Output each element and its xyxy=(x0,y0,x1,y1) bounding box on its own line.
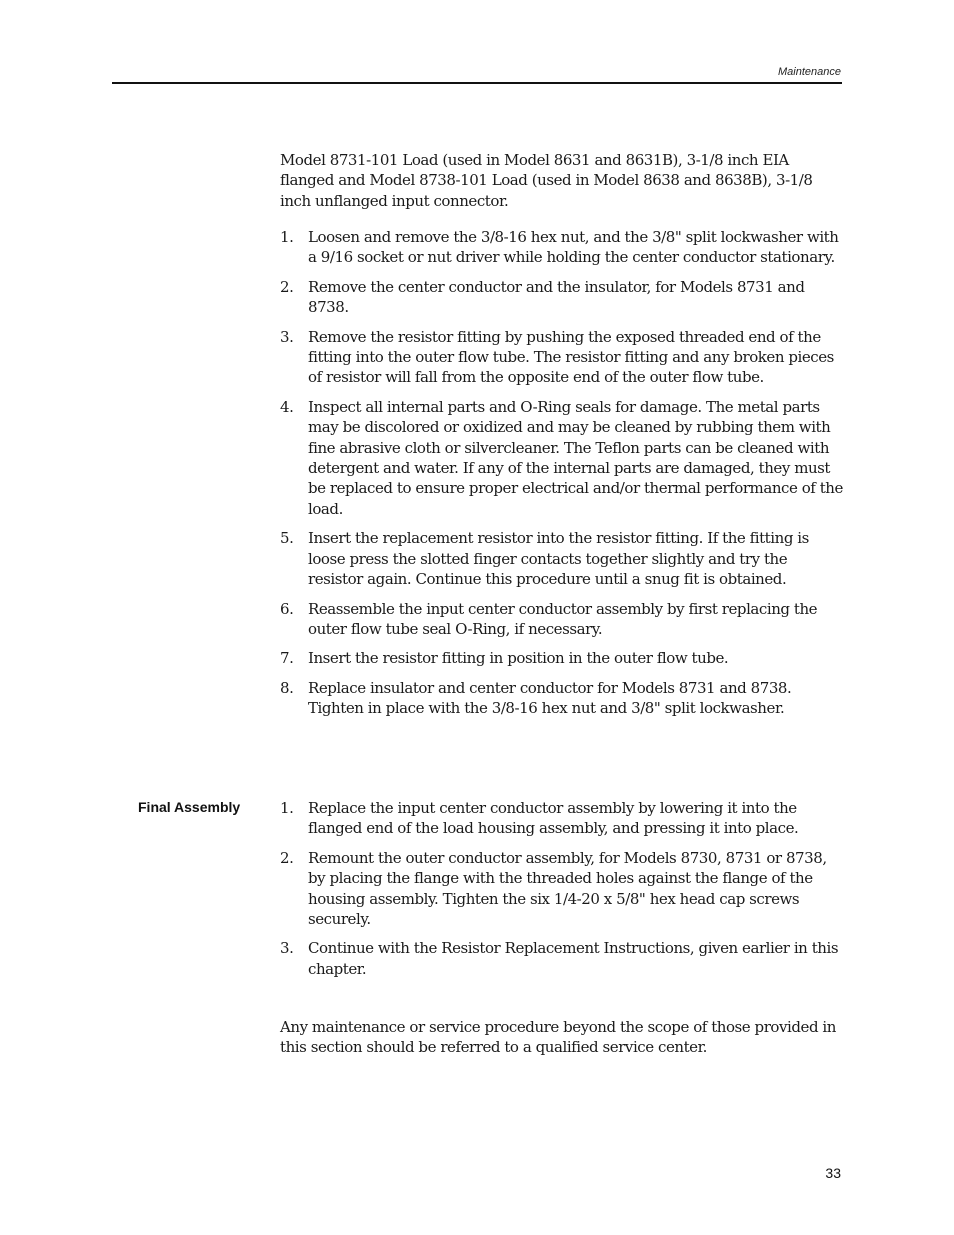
step-text: Insert the resistor fitting in position in the outer flow tube. xyxy=(308,649,729,668)
step-number: 3. xyxy=(280,939,294,958)
final-assembly-heading: Final Assembly xyxy=(138,799,241,815)
step-number: 1. xyxy=(280,799,294,817)
step-number: 1. xyxy=(280,228,294,246)
final-assembly-steps xyxy=(280,798,844,988)
page-number: 33 xyxy=(825,1165,841,1181)
step-text: Replace insulator and center conductor for Models 8731 and 8738. Tighten in place with the 3/8-16 hex nut and 3/8" split lockwasher. xyxy=(308,678,792,718)
list-item xyxy=(280,798,844,839)
list-item xyxy=(280,678,844,719)
step-number: 5. xyxy=(280,529,294,548)
step-number: 7. xyxy=(280,649,294,668)
list-item xyxy=(280,648,844,668)
step-text: Inspect all internal parts and O-Ring seals for damage. The metal parts may be discolored or oxidized and may be cleaned by rubbing them with fine abrasive cloth or silvercleaner. The Teflon parts can be cleaned with detergent and water. If any of the internal parts are damaged, they must be replaced to ensure proper electrical and/or thermal performance of the load. xyxy=(308,397,843,518)
step-number: 2. xyxy=(280,848,294,867)
list-item xyxy=(280,327,844,388)
step-text: Insert the replacement resistor into the resistor fitting. If the fitting is loose press the slotted finger contacts together slightly and try the resistor again. Continue this procedure until a snug fit is obtained. xyxy=(308,529,809,589)
list-item xyxy=(280,848,844,930)
step-text: Continue with the Resistor Replacement Instructions, given earlier in this chapter. xyxy=(308,939,839,978)
list-item xyxy=(280,277,844,318)
step-text: Remove the resistor fitting by pushing the exposed threaded end of the fitting into the outer flow tube. The resistor fitting and any broken pieces of resistor will fall from the opposite end of the outer flow tube. xyxy=(308,327,834,387)
running-header: Maintenance xyxy=(778,66,841,78)
step-number: 8. xyxy=(280,678,294,697)
step-text: Remount the outer conductor assembly, for Models 8730, 8731 or 8738, by placing the flange with the threaded holes against the flange of the housing assembly. Tighten the six 1/4-20 x 5/8" hex head cap screws securely. xyxy=(308,848,827,929)
list-item xyxy=(280,528,844,589)
step-text: Remove the center conductor and the insulator, for Models 8731 and 8738. xyxy=(308,277,805,317)
list-item xyxy=(280,227,844,268)
step-number: 4. xyxy=(280,397,294,416)
step-number: 6. xyxy=(280,599,294,618)
closing-paragraph: Any maintenance or service procedure beyond the scope of those provided in this section should be referred to a qualified service center. xyxy=(280,1018,836,1057)
step-number: 3. xyxy=(280,327,294,346)
list-item xyxy=(280,938,844,979)
list-item xyxy=(280,599,844,640)
list-item xyxy=(280,397,844,519)
step-text: Replace the input center conductor assembly by lowering it into the flanged end of the load housing assembly, and pressing it into place. xyxy=(308,799,799,838)
header-rule xyxy=(112,82,842,84)
step-text: Loosen and remove the 3/8-16 hex nut, and the 3/8" split lockwasher with a 9/16 socket or nut driver while holding the center conductor stationary. xyxy=(308,228,839,267)
step-number: 2. xyxy=(280,277,294,296)
step-text: Reassemble the input center conductor assembly by first replacing the outer flow tube seal O-Ring, if necessary. xyxy=(308,599,818,638)
intro-paragraph: Model 8731-101 Load (used in Model 8631 and 8631B), 3-1/8 inch EIA flanged and Model 8738-101 Load (used in Model 8638 and 8638B), 3-1/8 inch unflanged input connector. xyxy=(280,151,813,210)
disassembly-steps xyxy=(280,227,844,728)
